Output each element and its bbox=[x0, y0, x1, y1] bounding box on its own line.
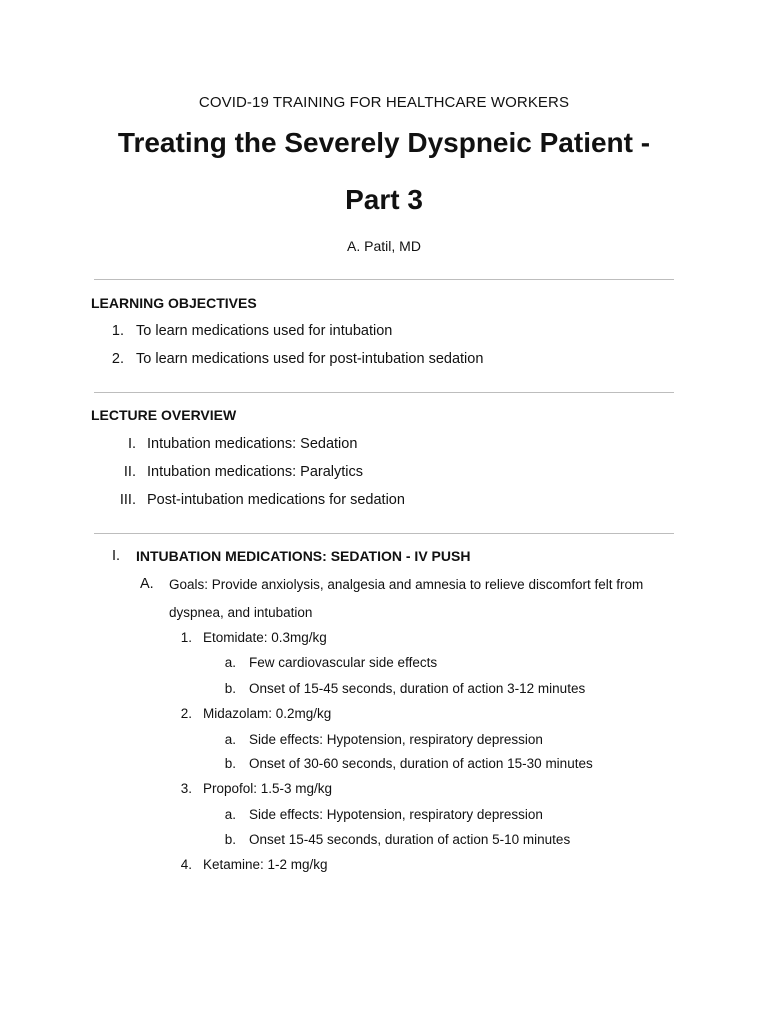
sub-item-text: Onset 15-45 seconds, duration of action 5-10 minutes bbox=[249, 832, 571, 847]
sub-item-marker: b. bbox=[224, 756, 236, 771]
goal-text-line-2: dyspnea, and intubation bbox=[169, 605, 313, 620]
document-title-line-2: Part 3 bbox=[345, 184, 423, 215]
sub-item-text: Few cardiovascular side effects bbox=[249, 655, 438, 670]
drug-text: Propofol: 1.5-3 mg/kg bbox=[203, 781, 333, 796]
list-item-text: To learn medications used for post-intubation sedation bbox=[136, 351, 484, 367]
learning-objectives-heading: LEARNING OBJECTIVES bbox=[91, 295, 257, 311]
sub-item-text: Onset of 15-45 seconds, duration of action 3-12 minutes bbox=[249, 681, 586, 696]
list-item-marker: 1. bbox=[111, 323, 124, 339]
sub-item-text: Side effects: Hypotension, respiratory depression bbox=[249, 732, 543, 747]
lecture-overview-heading: LECTURE OVERVIEW bbox=[91, 407, 237, 423]
list-item-marker: 2. bbox=[111, 351, 124, 367]
drug-marker: 2. bbox=[180, 706, 192, 721]
drug-marker: 1. bbox=[180, 630, 192, 645]
section-heading: INTUBATION MEDICATIONS: SEDATION - IV PUSH bbox=[136, 548, 471, 564]
document-eyebrow: COVID-19 TRAINING FOR HEALTHCARE WORKERS bbox=[198, 94, 570, 111]
sub-item-marker: b. bbox=[224, 832, 236, 847]
document-title-line-1: Treating the Severely Dyspneic Patient - bbox=[117, 127, 651, 158]
divider-2 bbox=[94, 392, 674, 393]
sub-item-marker: a. bbox=[224, 732, 236, 747]
divider-3 bbox=[94, 533, 674, 534]
list-item-text: To learn medications used for intubation bbox=[136, 323, 393, 339]
drug-text: Etomidate: 0.3mg/kg bbox=[203, 630, 327, 645]
drug-marker: 4. bbox=[180, 857, 192, 872]
list-item-marker: I. bbox=[127, 436, 136, 452]
sub-item-marker: a. bbox=[224, 807, 236, 822]
sub-item-text: Side effects: Hypotension, respiratory depression bbox=[249, 807, 543, 822]
drug-marker: 3. bbox=[180, 781, 192, 796]
document-author: A. Patil, MD bbox=[347, 238, 421, 254]
sub-item-text: Onset of 30-60 seconds, duration of action 15-30 minutes bbox=[249, 756, 593, 771]
section-marker: I. bbox=[111, 548, 120, 564]
sub-item-marker: a. bbox=[224, 655, 236, 670]
drug-text: Midazolam: 0.2mg/kg bbox=[203, 706, 332, 721]
list-item-text: Intubation medications: Paralytics bbox=[147, 464, 363, 480]
list-item-text: Intubation medications: Sedation bbox=[147, 436, 358, 452]
sub-item-marker: b. bbox=[224, 681, 236, 696]
goal-marker: A. bbox=[140, 576, 154, 592]
goal-text-line-1: Goals: Provide anxiolysis, analgesia and amnesia to relieve discomfort felt from bbox=[169, 577, 644, 592]
drug-text: Ketamine: 1-2 mg/kg bbox=[203, 857, 328, 872]
list-item-marker: II. bbox=[123, 464, 136, 480]
divider-1 bbox=[94, 279, 674, 280]
list-item-marker: III. bbox=[119, 492, 136, 508]
list-item-text: Post-intubation medications for sedation bbox=[147, 492, 405, 508]
